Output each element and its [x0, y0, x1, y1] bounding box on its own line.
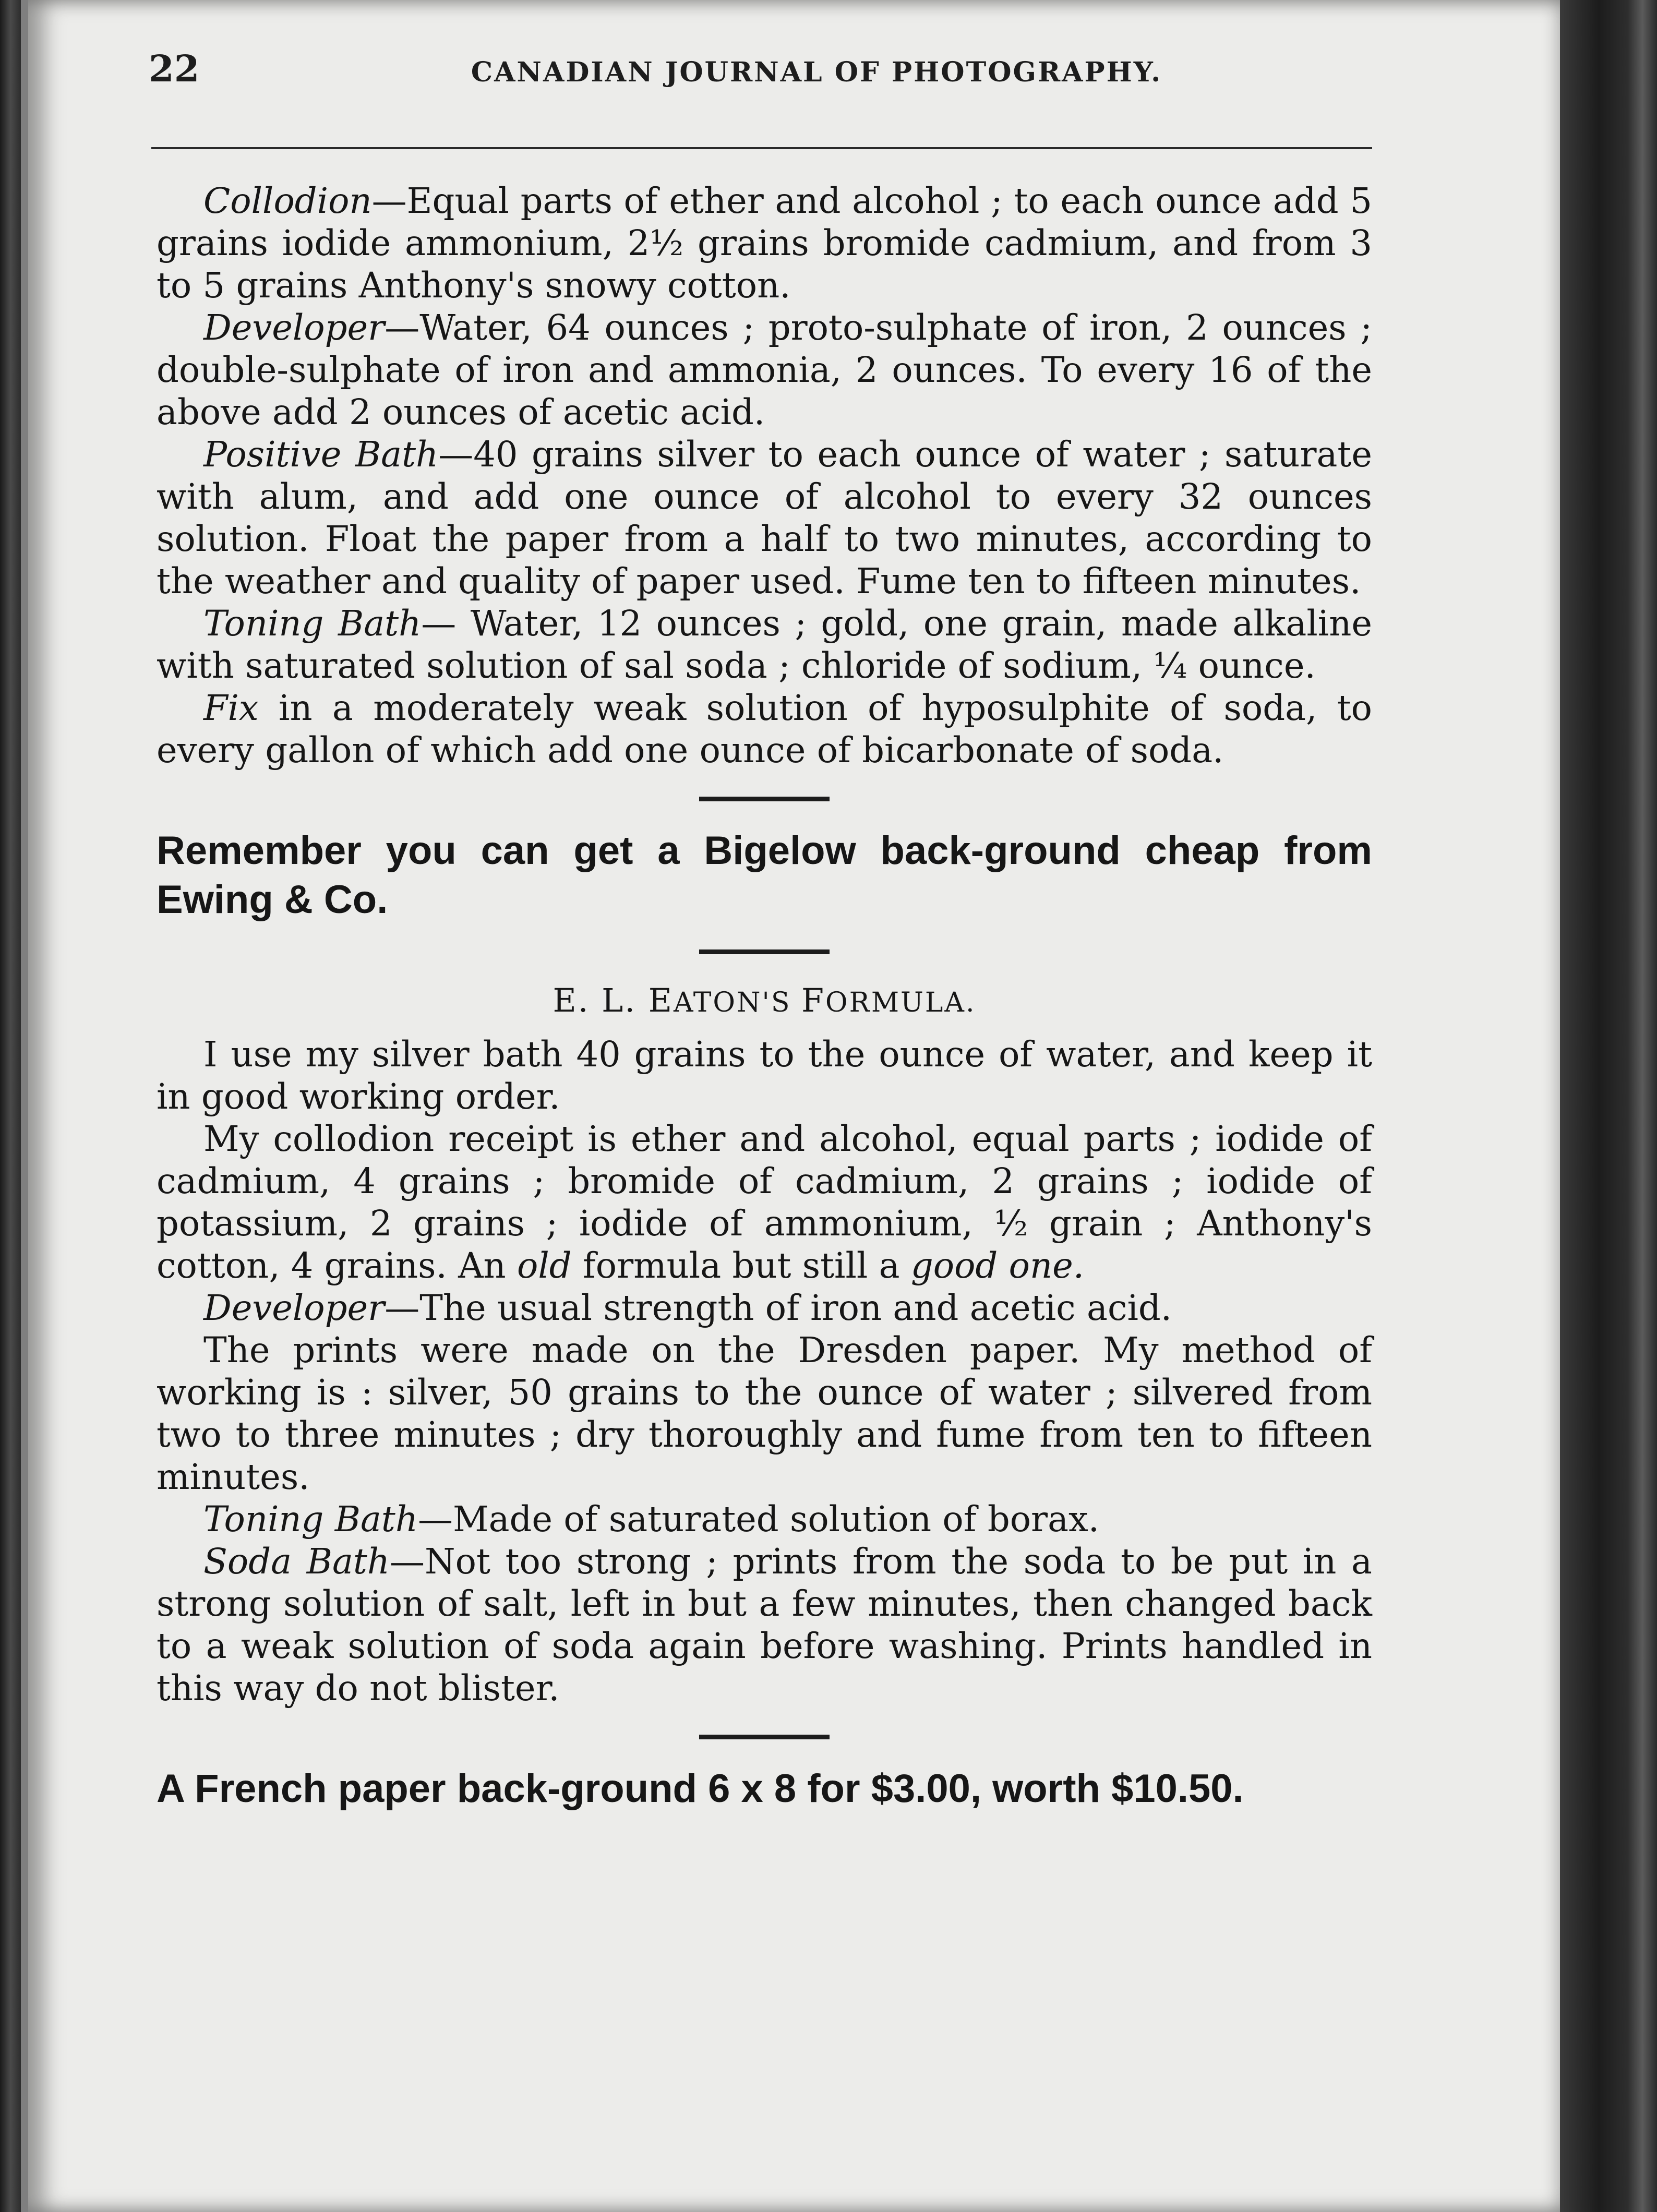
emphasis-old: old — [517, 1245, 572, 1286]
formula-paragraph — [157, 687, 1372, 772]
ingredient-label: Toning Bath — [203, 1499, 418, 1540]
formula-paragraph — [157, 603, 1372, 687]
formula-paragraph — [157, 180, 1372, 307]
ingredient-label: Positive Bath — [203, 434, 439, 475]
page-number: 22 — [149, 47, 200, 90]
formula-paragraph: I use my silver bath 40 grains to the ounce of water, and keep it in good working order. — [157, 1034, 1372, 1117]
book-spine-right — [1560, 0, 1657, 2212]
ingredient-text: in a moderately weak solution of hyposulphite of soda, to every gallon of which add one ounce of bicarbonate of soda. — [157, 688, 1372, 771]
formula-paragraph: Toning Bath—Made of saturated solution of borax. — [203, 1499, 1100, 1540]
ingredient-text: —Water, 64 ounces ; proto-sulphate of iron, 2 ounces ; double-sulphate of iron and ammonia, 2 ounces. To every 16 of the above add 2 ounces of acetic acid. — [157, 307, 1372, 432]
ingredient-label: Developer — [203, 1288, 385, 1328]
section-divider — [699, 797, 830, 801]
formula-paragraph: Developer—The usual strength of iron and acetic acid. — [203, 1288, 1172, 1328]
section-divider — [699, 1735, 830, 1739]
article-body — [157, 180, 1372, 1813]
formula-paragraph — [157, 434, 1372, 603]
ingredient-label: Soda Bath — [203, 1541, 390, 1582]
formula-paragraph — [157, 307, 1372, 434]
ingredient-label: Collodion — [203, 181, 372, 221]
formula-paragraph: My collodion receipt is ether and alcohol, equal parts ; iodide of cadmium, 4 grains ; bromide of cadmium, 2 grains ; iodide of potassium, 2 grains ; iodide of ammonium, ½ grain ; Anthony's cotton, 4 grains. An old formula but still a good one. — [157, 1119, 1372, 1286]
advertisement-french-paper: A French paper back-ground 6 x 8 for $3.00, worth $10.50. — [157, 1766, 1244, 1811]
header-rule — [151, 147, 1372, 149]
ingredient-text: — Water, 12 ounces ; gold, one grain, made alkaline with saturated solution of sal soda ; chloride of sodium, ¼ ounce. — [157, 603, 1372, 686]
book-edge-left — [0, 0, 21, 2212]
ingredient-label: Toning Bath — [203, 603, 422, 644]
formula-paragraph: The prints were made on the Dresden paper. My method of working is : silver, 50 grains to the ounce of water ; silvered from two to three minutes ; dry thoroughly and fume from ten to fifteen minutes. — [157, 1330, 1372, 1497]
emphasis-good-one: good one. — [910, 1245, 1085, 1286]
section-title: E. L. EATON'S FORMULA. — [553, 981, 976, 1019]
formula-paragraph: Soda Bath—Not too strong ; prints from the soda to be put in a strong solution of salt, left in but a few minutes, then changed back to a weak solution of soda again before washing. Prints handled in this way do not blister. — [157, 1541, 1372, 1709]
ingredient-label: Fix — [203, 688, 259, 728]
ingredient-text: —Equal parts of ether and alcohol ; to each ounce add 5 grains iodide ammonium, 2½ grains bromide cadmium, and from 3 to 5 grains Anthony's snowy cotton. — [157, 181, 1372, 306]
ingredient-label: Developer — [203, 307, 385, 348]
running-title: CANADIAN JOURNAL OF PHOTOGRAPHY. — [471, 56, 1162, 88]
advertisement-bigelow: Remember you can get a Bigelow back-ground cheap from Ewing & Co. — [157, 828, 1372, 922]
ingredient-text: —40 grains silver to each ounce of water ; saturate with alum, and add one ounce of alcohol to every 32 ounces solution. Float the paper from a half to two minutes, according to the weather and quality of paper used. Fume ten to fifteen minutes. — [157, 434, 1372, 602]
page-header — [125, 47, 1377, 104]
section-divider — [699, 949, 830, 954]
